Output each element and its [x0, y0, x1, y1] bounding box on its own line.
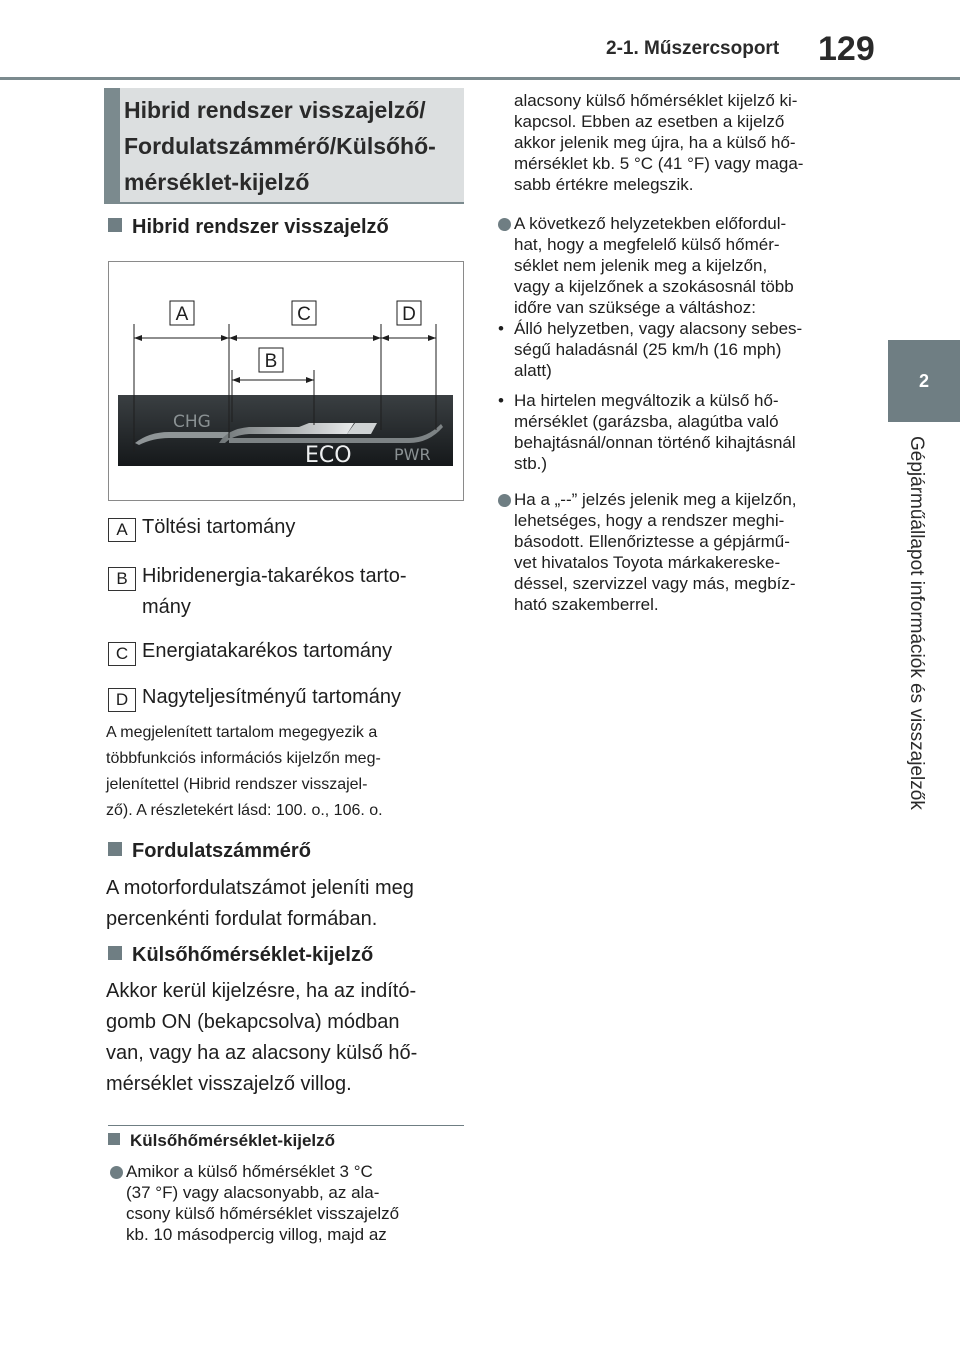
body-line: csony külső hőmérséklet visszajelző	[126, 1204, 400, 1223]
right-continuation	[514, 90, 864, 195]
hybrid-indicator-figure	[108, 261, 464, 501]
header-rule	[0, 77, 960, 80]
display-note	[106, 720, 466, 824]
body-line: ható szakemberrel.	[514, 595, 659, 614]
body-line: Ha hirtelen megváltozik a külső hő-	[514, 391, 779, 410]
legend-item-c	[108, 640, 392, 666]
body-line: básodott. Ellenőriztesse a gépjármű-	[514, 532, 790, 551]
title-heading	[124, 92, 468, 200]
body-line: percenkénti fordulat formában.	[106, 908, 378, 930]
body-line: kb. 10 másodpercig villog, majd az	[126, 1225, 387, 1244]
body-line: vagy a kijelzőnek a szokásosnál több	[514, 277, 794, 296]
body-line: A motorfordulatszámot jeleníti meg	[106, 877, 414, 899]
legend-item-b	[108, 565, 407, 591]
pwr-label: PWR	[394, 445, 431, 464]
svg-text:A: A	[175, 304, 189, 325]
svg-text:B: B	[264, 351, 278, 372]
chg-label: CHG	[173, 412, 211, 432]
body-line: alatt)	[514, 361, 552, 380]
title-line: Fordulatszámmérő/Külsőhő-	[124, 133, 436, 159]
note-line: jelenítettel (Hibrid rendszer visszajel-	[106, 776, 368, 793]
body-line: Akkor kerül kijelzésre, ha az indító-	[106, 980, 417, 1002]
section-heading-outside-temp	[108, 944, 373, 967]
legend-text: mány	[142, 596, 191, 618]
callout-b	[259, 348, 283, 372]
legend-item-d	[108, 686, 401, 712]
callout-c	[292, 301, 316, 325]
title-underline	[104, 202, 464, 204]
note-line: ző). A részletekért lásd: 100. o., 106. o.	[106, 802, 383, 819]
body-line: kapcsol. Ebben az esetben a kijelző	[514, 112, 785, 131]
square-bullet-icon	[108, 218, 122, 232]
section-heading-text: Külsőhőmérséklet-kijelző	[130, 1131, 336, 1150]
square-bullet-icon	[108, 946, 122, 960]
note-line: A megjelenített tartalom megegyezik a	[106, 724, 378, 741]
body-line: akkor jelenik meg újra, ha a külső hő-	[514, 133, 796, 152]
legend-text: Nagyteljesítményű tartomány	[142, 686, 402, 708]
callout-a	[170, 301, 194, 325]
section-heading-outside-temp-info	[108, 1131, 335, 1151]
square-bullet-icon	[108, 1133, 120, 1145]
body-line: séklet nem jelenik meg a kijelzőn,	[514, 256, 768, 275]
body-line: mérséklet kb. 5 °C (41 °F) vagy maga-	[514, 154, 804, 173]
title-line: Hibrid rendszer visszajelző/	[124, 97, 426, 123]
note-line: többfunkciós információs kijelzőn meg-	[106, 750, 381, 767]
page-number: 129	[818, 30, 875, 68]
section-divider	[108, 1125, 464, 1126]
body-line: van, vagy ha az alacsony külső hő-	[106, 1042, 418, 1064]
svg-text:C: C	[297, 304, 311, 325]
body-line: mérséklet visszajelző villog.	[106, 1073, 352, 1095]
legend-letter-box: A	[108, 518, 136, 542]
body-line: behajtásnál/onnan történő kihajtásnál	[514, 433, 796, 452]
bullet-dot-icon	[498, 218, 511, 236]
outside-temp-description	[106, 976, 466, 1100]
sub-bullet-marker: •	[498, 391, 504, 410]
legend-item-a	[108, 516, 295, 542]
eco-label: ECO	[305, 443, 352, 468]
callout-d	[397, 301, 421, 325]
section-heading-text: Hibrid rendszer visszajelző	[132, 216, 389, 238]
chapter-number: 2	[918, 370, 929, 391]
chapter-side-text: Gépjárműállapot információk és visszajelzők	[906, 436, 927, 810]
section-heading-text: Külsőhőmérséklet-kijelző	[132, 944, 374, 966]
body-line: mérséklet (garázsba, alagútba való	[514, 412, 779, 431]
square-bullet-icon	[108, 842, 122, 856]
body-line: Álló helyzetben, vagy alacsony sebes-	[514, 319, 803, 338]
body-line: Amikor a külső hőmérséklet 3 °C	[126, 1162, 373, 1181]
section-heading-hybrid	[108, 216, 389, 239]
body-line: ségű haladásnál (25 km/h (16 mph)	[514, 340, 782, 359]
section-heading-text: Fordulatszámmérő	[132, 840, 311, 862]
chapter-tab	[888, 340, 960, 422]
body-line: vet hivatalos Toyota márkakereske-	[514, 553, 781, 572]
body-line: gomb ON (bekapcsolva) módban	[106, 1011, 400, 1033]
legend-letter-box: D	[108, 688, 136, 712]
body-line: alacsony külső hőmérséklet kijelző ki-	[514, 91, 798, 110]
bullet-text-situations	[514, 213, 864, 318]
sub-bullet-marker: •	[498, 319, 504, 338]
legend-letter-box: B	[108, 567, 136, 591]
sub-bullet-stationary	[514, 318, 864, 381]
legend-text: Töltési tartomány	[142, 516, 296, 538]
legend-text: Energiatakarékos tartomány	[142, 640, 393, 662]
dimension-arrowheads	[134, 335, 436, 383]
body-line: lehetséges, hogy a rendszer meghi-	[514, 511, 785, 530]
section-title: 2-1. Műszercsoport	[606, 38, 780, 59]
title-accent-bar	[104, 88, 120, 202]
body-line: A következő helyzetekben előfordul-	[514, 214, 787, 233]
body-line: sabb értékre melegszik.	[514, 175, 694, 194]
bullet-text-cold	[126, 1161, 466, 1245]
section-heading-tachometer	[108, 840, 311, 863]
svg-text:D: D	[402, 304, 416, 325]
hybrid-indicator-diagram	[109, 262, 463, 500]
body-line: Ha a „--” jelzés jelenik meg a kijelzőn,	[514, 490, 797, 509]
legend-item-b-cont	[142, 596, 191, 619]
legend-text: Hibridenergia-takarékos tarto-	[142, 565, 407, 587]
body-line: (37 °F) vagy alacsonyabb, az ala-	[126, 1183, 380, 1202]
legend-letter-box: C	[108, 642, 136, 666]
bullet-text-malfunction	[514, 489, 864, 615]
tachometer-description	[106, 873, 466, 935]
title-line: mérséklet-kijelző	[124, 169, 310, 195]
chapter-side-label	[896, 436, 936, 856]
sub-bullet-sudden-change	[514, 390, 864, 474]
body-line: időre van szüksége a váltáshoz:	[514, 298, 756, 317]
body-line: hat, hogy a megfelelő külső hőmér-	[514, 235, 780, 254]
body-line: déssel, szervizzel vagy más, megbíz-	[514, 574, 796, 593]
body-line: stb.)	[514, 454, 548, 473]
bullet-dot-icon	[498, 494, 511, 512]
bullet-dot-icon	[110, 1166, 123, 1184]
